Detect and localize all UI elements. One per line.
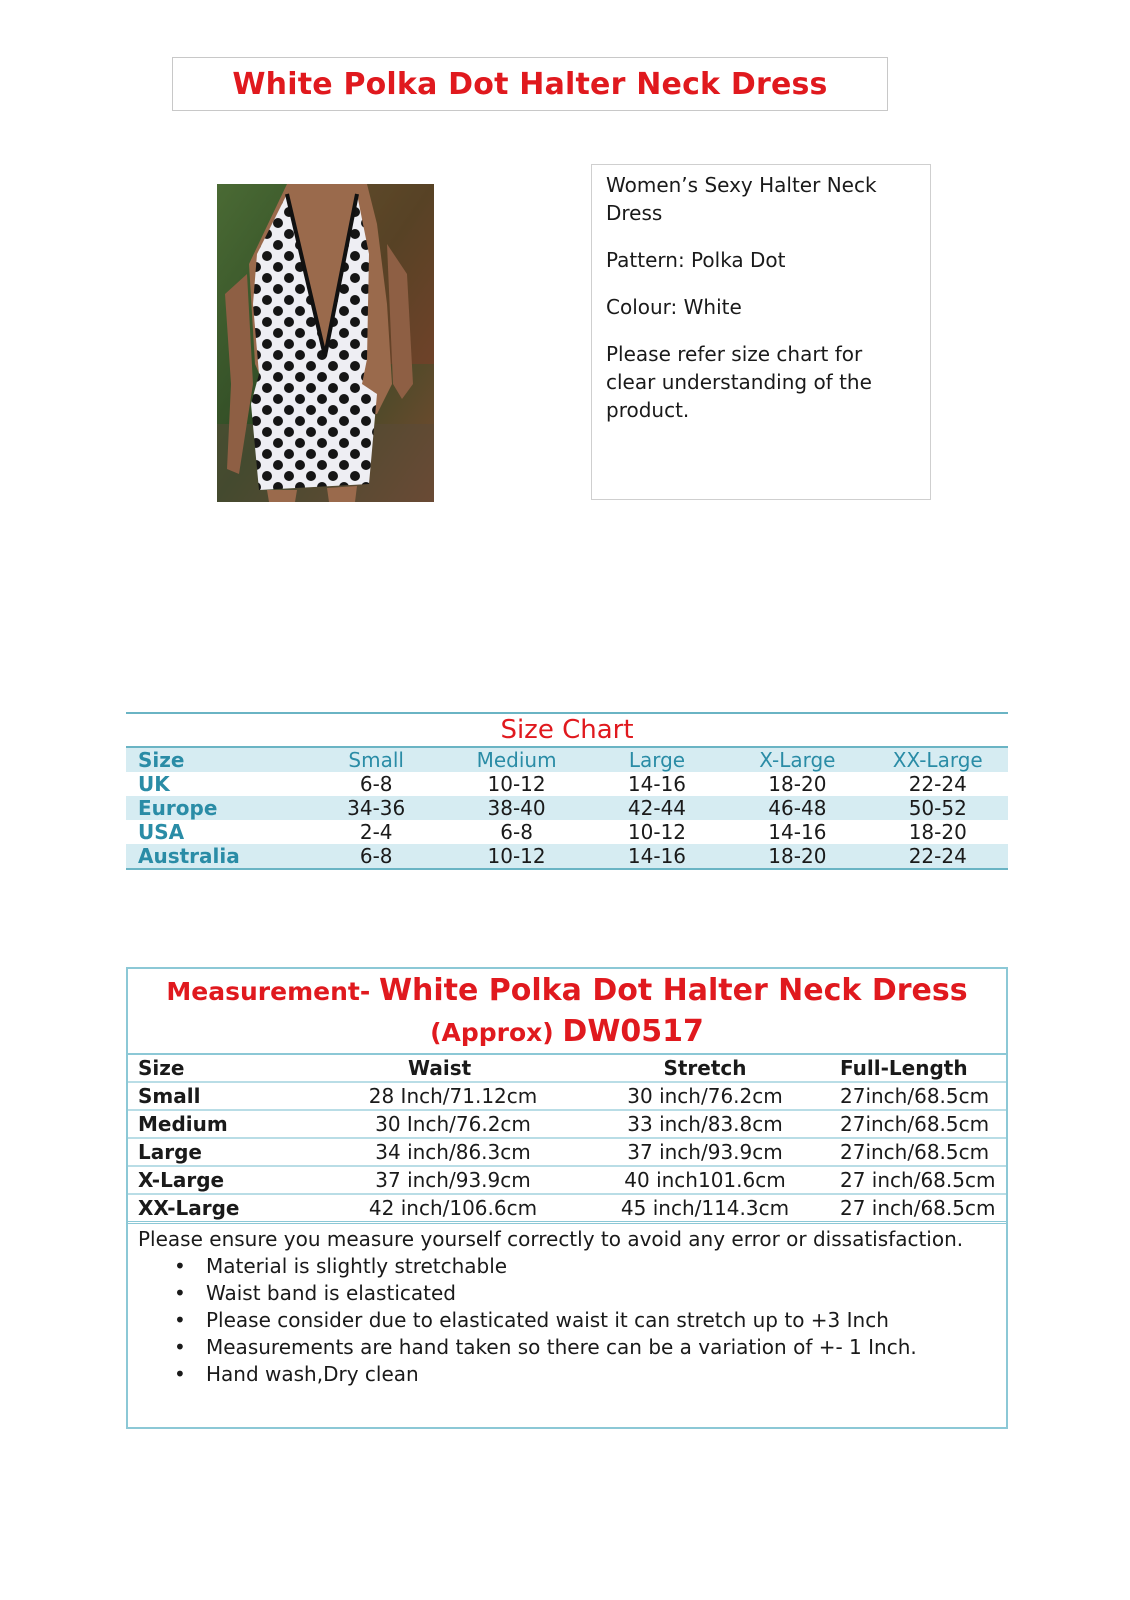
table-row [128,1139,1006,1167]
measurement-size-cell: X-Large [138,1168,225,1192]
measurement-cell: 27 inch/68.5cm [840,1196,996,1220]
list-item: • Measurements are hand taken so there can be a variation of +- 1 Inch. [206,1334,996,1361]
size-chart-cell: 14-16 [627,844,687,868]
measurement-header-row [128,1055,1006,1083]
list-item: • Waist band is elasticated [206,1280,996,1307]
size-chart-row-uk [126,772,1008,796]
size-chart-cell: 46-48 [768,796,827,820]
measurement-title-main: White Polka Dot Halter Neck Dress [378,973,968,1008]
measurement-cell: 27inch/68.5cm [840,1084,990,1108]
size-chart-header-cell: X-Large [759,748,836,772]
size-chart-cell: 18-20 [768,772,827,796]
size-chart-cell: 22-24 [908,772,967,796]
size-chart-cell: 14-16 [768,820,827,844]
measurement-cell: 33 inch/83.8cm [627,1112,783,1136]
title-box [172,57,888,111]
measurement-header-cell: Full-Length [840,1056,968,1080]
size-chart-cell: 50-52 [908,796,967,820]
measurement-cell: 30 inch/76.2cm [627,1084,783,1108]
size-chart-header-cell: Small [348,748,404,772]
size-chart-cell: 10-12 [487,844,546,868]
measurement-cell: 37 inch/93.9cm [375,1168,531,1192]
measurement-note: Please ensure you measure yourself correctly to avoid any error or dissatisfaction. [138,1227,964,1251]
measurement-size-cell: XX-Large [138,1196,240,1220]
size-chart-cell: 14-16 [627,772,687,796]
size-chart-header-cell: Medium [476,748,557,772]
measurement-notes [128,1224,1006,1390]
measurement-size-cell: Small [138,1084,201,1108]
size-chart-cell: 22-24 [908,844,967,868]
measurement-header-cell: Stretch [663,1056,747,1080]
description-box [591,164,931,500]
measurement-title-approx: (Approx) [430,1018,554,1047]
list-item: • Please consider due to elasticated waist it can stretch up to +3 Inch [206,1307,996,1334]
size-chart-cell: 18-20 [908,820,967,844]
measurement-cell: 37 inch/93.9cm [627,1140,783,1164]
description-line: Women’s Sexy Halter Neck Dress [606,173,877,225]
measurement-header-cell: Size [138,1056,185,1080]
measurement-cell: 42 inch/106.6cm [368,1196,538,1220]
description-note: Please refer size chart for clear understanding of the product. [606,342,872,422]
size-chart-row-usa [126,820,1008,844]
size-chart [126,712,1008,870]
measurement-cell: 27 inch/68.5cm [840,1168,996,1192]
size-chart-header-row [126,746,1008,772]
description-pattern: Pattern: Polka Dot [606,248,786,272]
measurement-header-cell: Waist [408,1056,472,1080]
size-chart-row-label: USA [138,820,185,844]
measurement-cell: 28 Inch/71.12cm [368,1084,538,1108]
measurement-cell: 27inch/68.5cm [840,1140,990,1164]
list-item: • Material is slightly stretchable [206,1253,996,1280]
measurement-table [128,1053,1006,1224]
measurement-title [128,969,1006,1053]
size-chart-cell: 18-20 [768,844,827,868]
size-chart-cell: 34-36 [347,796,406,820]
measurement-title-code: DW0517 [562,1014,704,1049]
size-chart-cell: 2-4 [359,820,393,844]
measurement-title-prefix: Measurement- [166,977,371,1006]
size-chart-cell: 10-12 [627,820,687,844]
size-chart-row-label: Europe [138,796,218,820]
table-row [128,1195,1006,1224]
measurement-bullet-list [138,1253,996,1388]
table-row [128,1167,1006,1195]
measurement-cell: 45 inch/114.3cm [620,1196,790,1220]
product-photo [217,184,434,502]
measurement-cell: 27inch/68.5cm [840,1112,990,1136]
measurement-size-cell: Medium [138,1112,228,1136]
measurement-cell: 30 Inch/76.2cm [375,1112,531,1136]
size-chart-cell: 6-8 [359,844,393,868]
size-chart-title: Size Chart [500,715,634,745]
table-row [128,1083,1006,1111]
measurement-cell: 34 inch/86.3cm [375,1140,531,1164]
list-item: • Hand wash,Dry clean [206,1361,996,1388]
product-photo-image [217,184,434,502]
measurement-size-cell: Large [138,1140,202,1164]
size-chart-row-label: Australia [138,844,240,868]
table-row [128,1111,1006,1139]
size-chart-header-label: Size [138,748,185,772]
size-chart-cell: 6-8 [500,820,533,844]
size-chart-cell: 6-8 [359,772,393,796]
size-chart-cell: 42-44 [627,796,687,820]
size-chart-cell: 10-12 [487,772,546,796]
measurement-box [126,967,1008,1429]
description-colour: Colour: White [606,295,742,319]
size-chart-cell: 38-40 [487,796,546,820]
size-chart-row-europe [126,796,1008,820]
size-chart-row-label: UK [138,772,170,796]
size-chart-row-australia [126,844,1008,870]
size-chart-header-cell: XX-Large [892,748,983,772]
page-title: White Polka Dot Halter Neck Dress [232,66,828,102]
measurement-cell: 40 inch101.6cm [624,1168,786,1192]
size-chart-header-cell: Large [628,748,686,772]
